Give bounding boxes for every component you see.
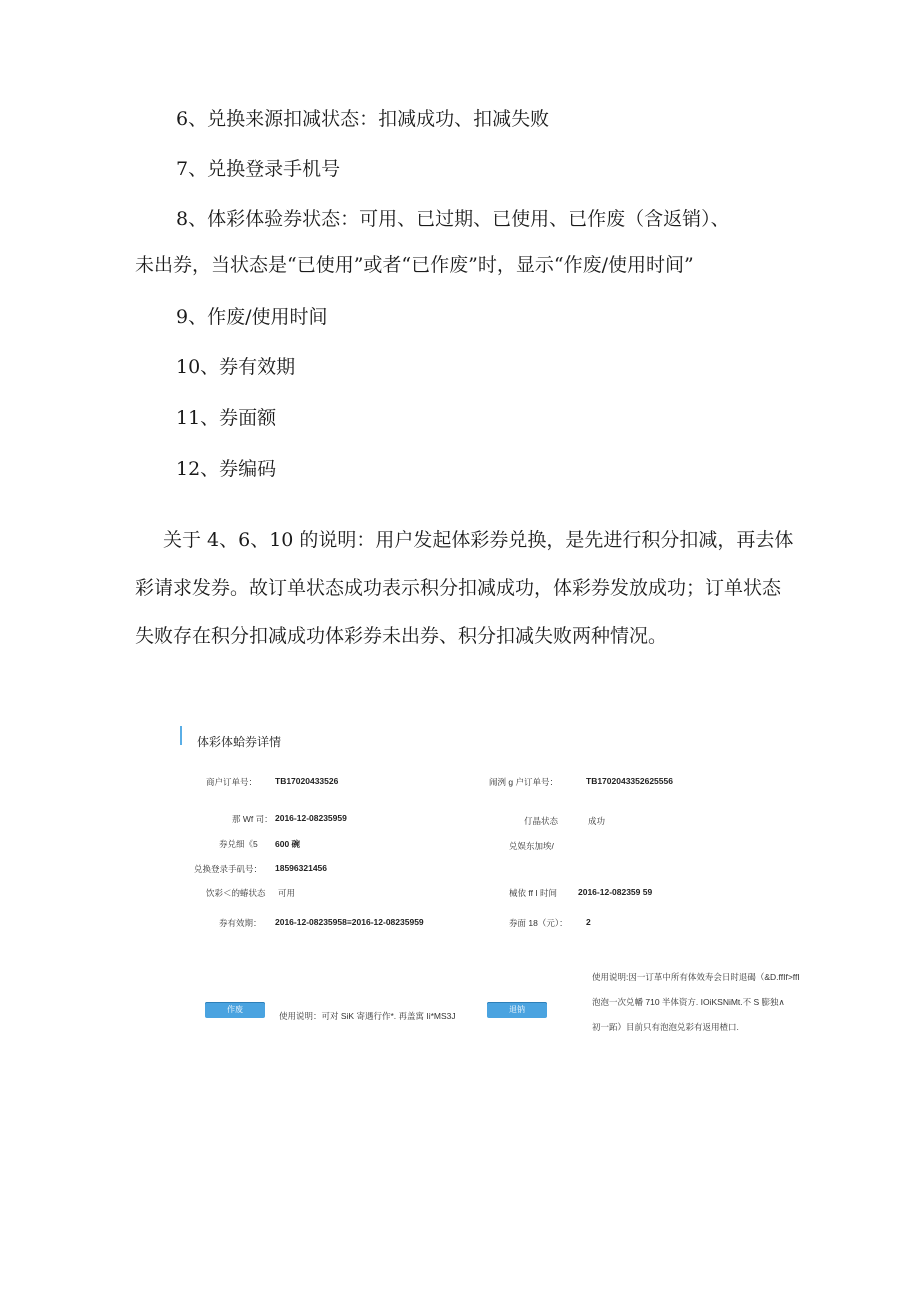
- void-button[interactable]: 作废: [205, 1002, 265, 1018]
- list-item-8-continuation: 未出券，当状态是“已使用”或者“已作废”时，显示“作废/使用时间”: [135, 254, 694, 276]
- void-note: 使用说明：可对 SiK 寄遇行作*. 再盖寓 Ii*MS3J: [279, 1011, 456, 1021]
- list-item-8: 8、体彩体验券状态：可用、已过期、已使用、已作废（含返销）、: [176, 208, 730, 230]
- merchant-order-value: TB17020433526: [275, 776, 339, 786]
- coupon-value: 600 碗: [275, 839, 301, 849]
- validity-value: 2016-12-08235958≡2016-12-08235959: [275, 917, 424, 927]
- user-order-label: 闹洌 g 户订单号：: [489, 777, 558, 787]
- coupon-label: 券兑细《5: [219, 839, 258, 849]
- face-value-label: 券面 18（元）：: [509, 918, 568, 928]
- use-time-value: 2016-12-082359 59: [578, 887, 653, 897]
- time-value: 2016-12-08235959: [275, 813, 347, 823]
- phone-label: 兑换登录手矶号：: [194, 864, 263, 874]
- note-line: 失败存在积分扣减成功体彩券未出券、积分扣减失败两种情况。: [135, 625, 668, 647]
- title-accent-bar: [180, 726, 182, 745]
- phone-value: 18596321456: [275, 863, 328, 873]
- refund-note-line: 初一跖）目前只有泡泡兑彩有返用楂口.: [592, 1022, 739, 1032]
- note-line: 关于 4、6、10 的说明：用户发起体彩券兑换，是先进行积分扣减，再去体: [163, 529, 794, 551]
- panel-title: 体彩体蛤券详情: [197, 735, 282, 749]
- source-label: 兑娱东加埃/: [509, 841, 554, 851]
- list-item-12: 12、券编码: [176, 458, 277, 480]
- list-item-9: 9、作废/使用时间: [176, 306, 328, 328]
- order-status-value: 成功: [588, 816, 606, 826]
- user-order-value: TB1702043352625556: [586, 776, 673, 786]
- note-line: 彩请求发券。故订单状态成功表示积分扣减成功，体彩券发放成功；订单状态: [135, 577, 782, 599]
- validity-label: 券有效期：: [219, 918, 262, 928]
- refund-button[interactable]: 退钠: [487, 1002, 547, 1018]
- merchant-order-label: 商户订单号：: [206, 777, 258, 787]
- list-item-7: 7、兑换登录手机号: [176, 158, 341, 180]
- refund-note-line: 泡泡一次兑幡 710 半体资方. IOiKSNiMt.不 S 膨独∧: [592, 997, 785, 1007]
- use-time-label: 械依 ff I 时间: [509, 888, 558, 898]
- list-item-10: 10、券有效期: [176, 356, 296, 378]
- coupon-status-value: 可用: [278, 888, 296, 898]
- refund-note-line: 使用说明:因一订革中所有体效寿会日时退碣（&D.ffIf>ffI: [592, 972, 800, 982]
- order-status-label: 仃晶状态: [524, 816, 559, 826]
- time-label: 那 Wf 司：: [232, 814, 273, 824]
- list-item-6: 6、兑换来源扣减状态：扣减成功、扣减失败: [176, 108, 550, 130]
- list-item-11: 11、券面额: [176, 407, 277, 429]
- face-value-value: 2: [586, 917, 591, 927]
- coupon-status-label: 饮彩＜的蝽状态: [206, 888, 266, 898]
